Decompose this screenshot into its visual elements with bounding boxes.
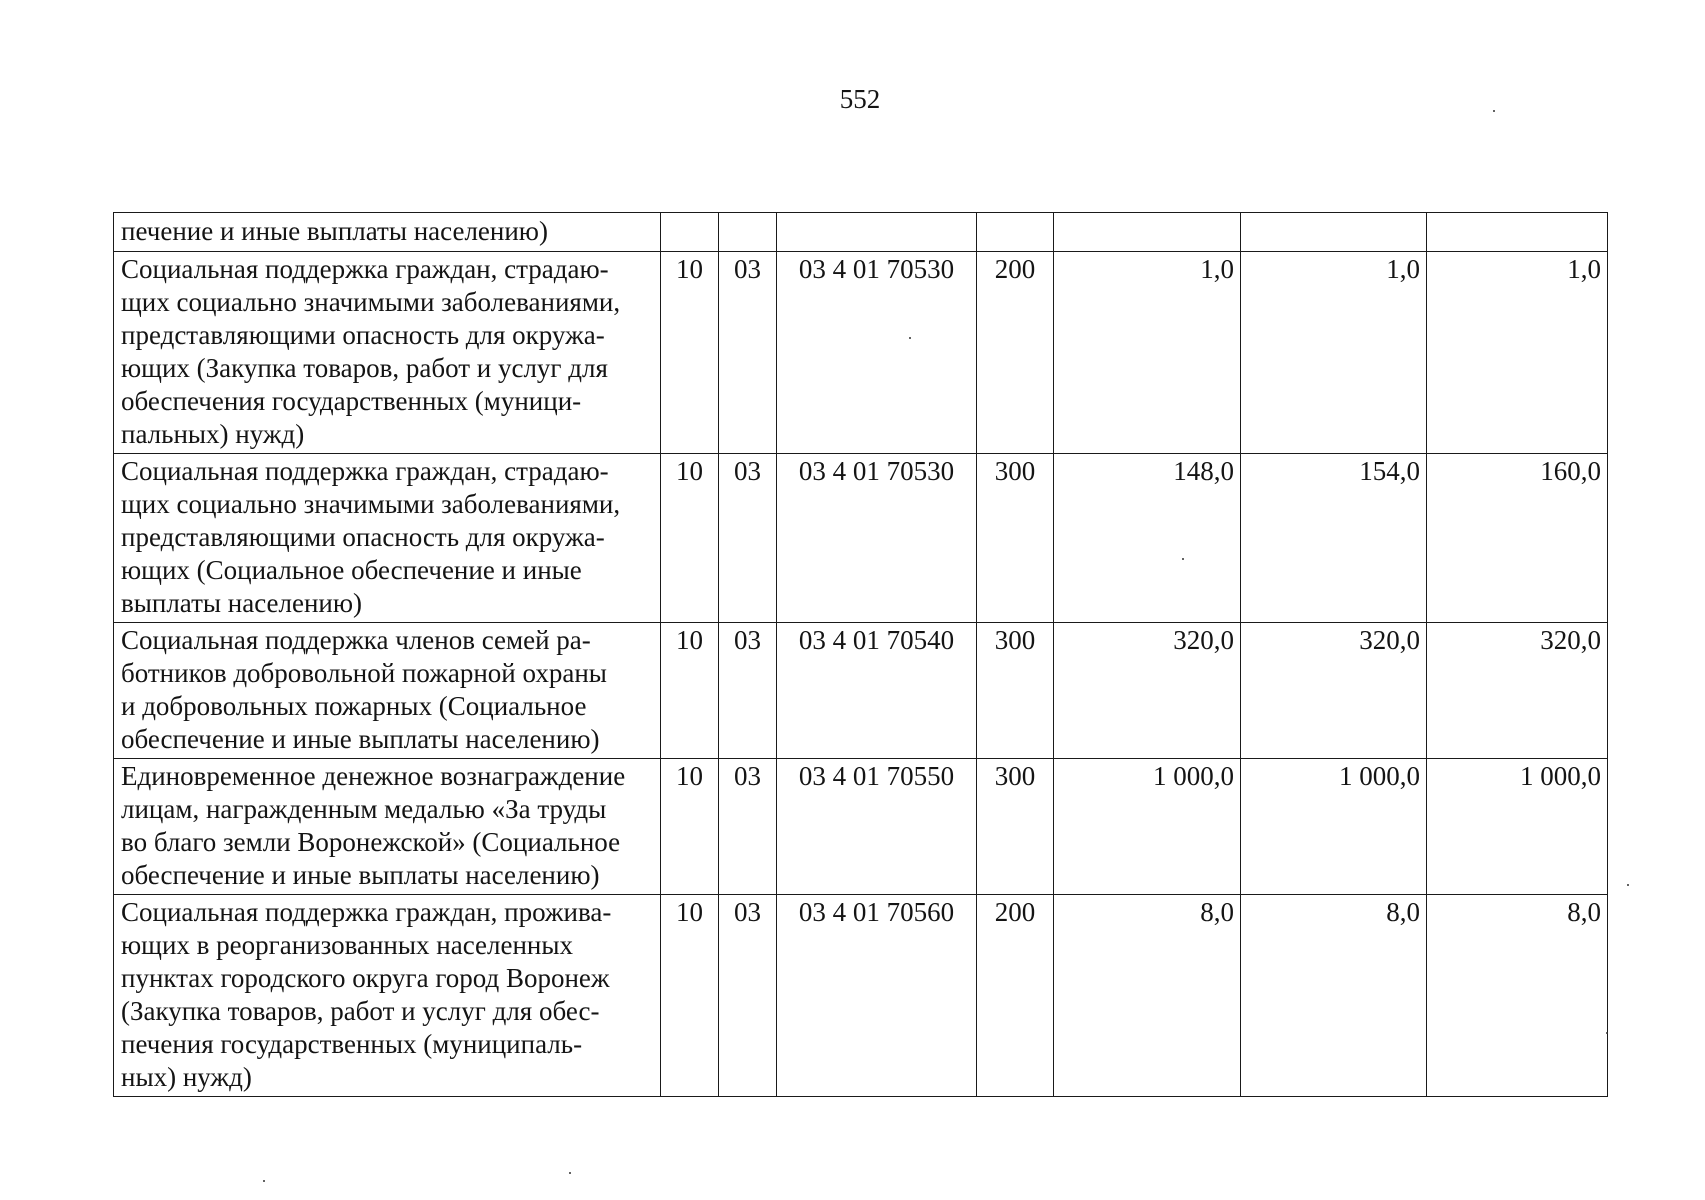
expense-name-cell: Социальная поддержка граждан, страдаю- щих социально значимыми заболеваниями, представляющими опасность для окружа- ющих (Социальное обеспечение и иные выплаты населению) (114, 454, 661, 623)
subsection-code-cell: 03 (719, 895, 777, 1097)
section-code-cell: 10 (661, 454, 719, 623)
expense-type-cell (977, 213, 1054, 252)
target-article-cell: 03 4 01 70540 (777, 623, 977, 759)
amount-year-3-cell: 1 000,0 (1427, 759, 1608, 895)
table-row (114, 252, 1608, 454)
section-code-cell: 10 (661, 623, 719, 759)
expense-type-cell: 300 (977, 759, 1054, 895)
expense-type-cell: 300 (977, 623, 1054, 759)
subsection-code-cell (719, 213, 777, 252)
subsection-code-cell: 03 (719, 454, 777, 623)
expense-type-cell: 200 (977, 252, 1054, 454)
scan-speck (1182, 558, 1184, 560)
target-article-cell: 03 4 01 70530 (777, 454, 977, 623)
section-code-cell: 10 (661, 759, 719, 895)
budget-table (113, 212, 1608, 1097)
target-article-cell (777, 213, 977, 252)
amount-year-2-cell: 8,0 (1241, 895, 1427, 1097)
amount-year-2-cell: 1,0 (1241, 252, 1427, 454)
amount-year-3-cell: 160,0 (1427, 454, 1608, 623)
amount-year-2-cell: 154,0 (1241, 454, 1427, 623)
amount-year-3-cell: 320,0 (1427, 623, 1608, 759)
subsection-code-cell: 03 (719, 623, 777, 759)
expense-name-cell: Социальная поддержка членов семей ра- ботников добровольной пожарной охраны и добровольных пожарных (Социальное обеспечение и иные выплаты населению) (114, 623, 661, 759)
amount-year-2-cell: 1 000,0 (1241, 759, 1427, 895)
table-row (114, 454, 1608, 623)
expense-type-cell: 200 (977, 895, 1054, 1097)
expense-type-cell: 300 (977, 454, 1054, 623)
target-article-cell: 03 4 01 70550 (777, 759, 977, 895)
amount-year-1-cell: 148,0 (1054, 454, 1241, 623)
amount-year-2-cell (1241, 213, 1427, 252)
expense-name-cell: печение и иные выплаты населению) (114, 213, 661, 252)
scan-speck (1627, 884, 1629, 886)
amount-year-3-cell: 8,0 (1427, 895, 1608, 1097)
expense-name-cell: Единовременное денежное вознаграждение лицам, награжденным медалью «За труды во благо земли Воронежской» (Социальное обеспечение и иные выплаты населению) (114, 759, 661, 895)
target-article-cell: 03 4 01 70560 (777, 895, 977, 1097)
table-row (114, 623, 1608, 759)
amount-year-2-cell: 320,0 (1241, 623, 1427, 759)
amount-year-1-cell (1054, 213, 1241, 252)
section-code-cell: 10 (661, 895, 719, 1097)
subsection-code-cell: 03 (719, 759, 777, 895)
table-row (114, 213, 1608, 252)
table-row (114, 759, 1608, 895)
scan-speck (1493, 110, 1495, 112)
section-code-cell (661, 213, 719, 252)
expense-name-cell: Социальная поддержка граждан, прожива- ющих в реорганизованных населенных пунктах городского округа город Воронеж (Закупка товаров, работ и услуг для обес- печения государственных (муниципаль- ных) нужд) (114, 895, 661, 1097)
table-body (114, 213, 1608, 1097)
scan-speck (263, 1180, 265, 1182)
target-article-cell: 03 4 01 70530 (777, 252, 977, 454)
amount-year-1-cell: 320,0 (1054, 623, 1241, 759)
subsection-code-cell: 03 (719, 252, 777, 454)
scan-speck (909, 337, 911, 339)
scan-speck (569, 1172, 571, 1174)
amount-year-3-cell (1427, 213, 1608, 252)
page-number: 552 (839, 84, 881, 114)
table-row (114, 895, 1608, 1097)
amount-year-1-cell: 1,0 (1054, 252, 1241, 454)
expense-name-cell: Социальная поддержка граждан, страдаю- щих социально значимыми заболеваниями, представляющими опасность для окружа- ющих (Закупка товаров, работ и услуг для обеспечения государственных (муници- пальных) нужд) (114, 252, 661, 454)
section-code-cell: 10 (661, 252, 719, 454)
amount-year-3-cell: 1,0 (1427, 252, 1608, 454)
amount-year-1-cell: 1 000,0 (1054, 759, 1241, 895)
scan-speck (1606, 1032, 1608, 1034)
amount-year-1-cell: 8,0 (1054, 895, 1241, 1097)
